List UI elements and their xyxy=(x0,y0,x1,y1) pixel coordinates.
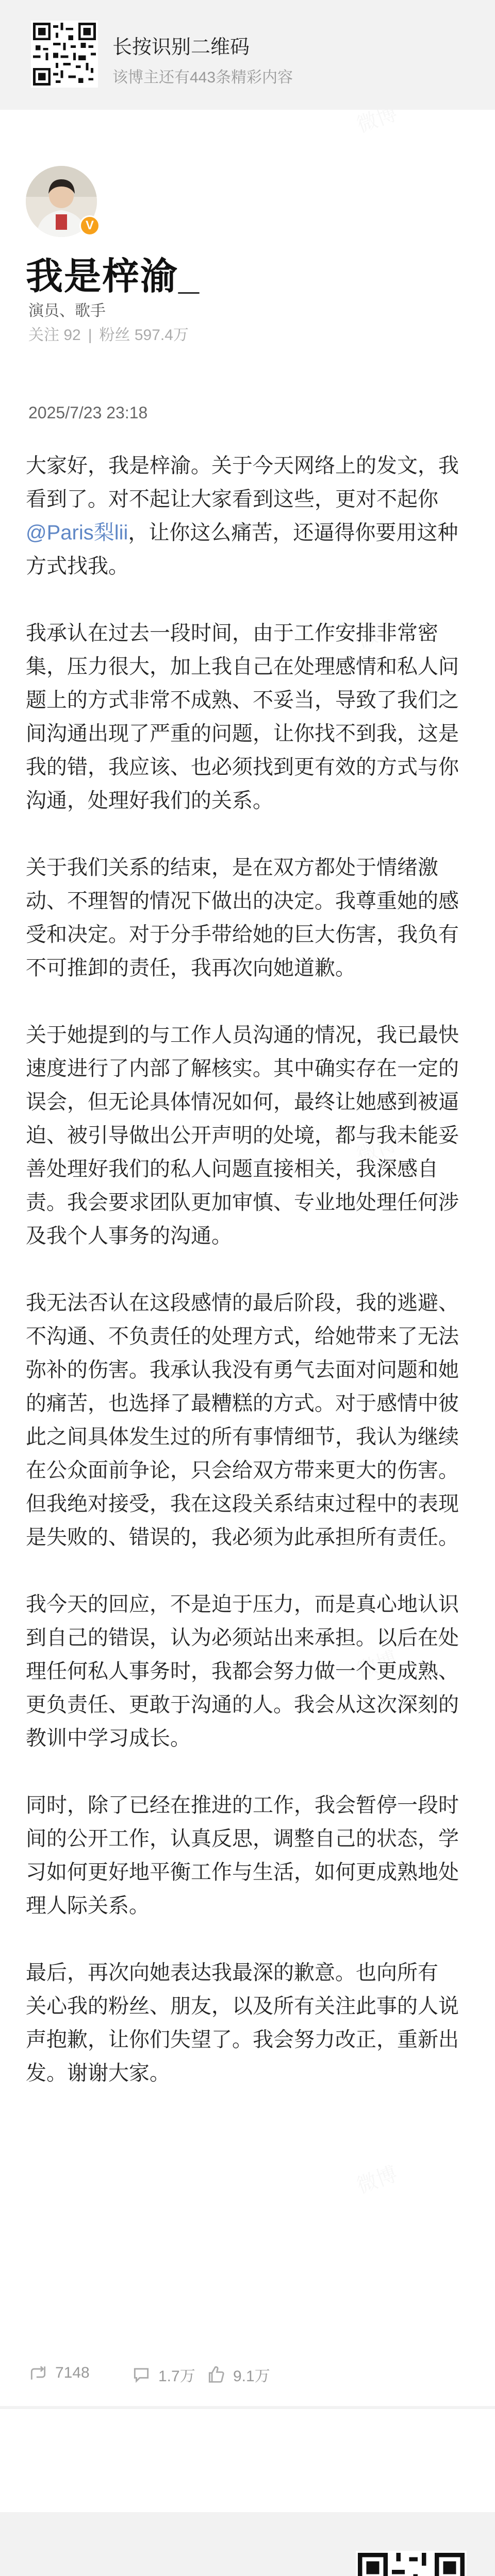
qr-banner-top[interactable] xyxy=(0,0,495,110)
mention-link[interactable]: @Paris梨lii xyxy=(26,521,128,544)
divider xyxy=(0,2406,495,2409)
repost-button[interactable] xyxy=(28,2363,90,2383)
paragraph-5: 我无法否认在这段感情的最后阶段，我的逃避、 不沟通、不负责任的处理方式，给她带来了无法 弥补的伤害。我承认我没有勇气去面对问题和她 的痛苦，也选择了最糟糕的方式。对于感情中彼 此之间具体发生过的所有事情细节，我认为继续 在公众面前争论，只会给双方带来更大的伤害。 但我绝对接受，我在这段关系结束过程中的表现 是失败的、错误的，我必须为此承担所有责任。 xyxy=(26,1292,459,1549)
like-icon xyxy=(206,2365,226,2384)
action-bar xyxy=(28,2363,472,2394)
like-count: 9.1万 xyxy=(233,2368,270,2385)
followers-count: 597.4万 xyxy=(134,327,189,344)
comment-icon xyxy=(131,2365,151,2384)
paragraph-1: 大家好，我是梓渝。关于今天网络上的发文，我 看到了。对不起让大家看到这些，更对不起你 @Paris梨lii，让你这么痛苦，还逼得你要用这种 方式找我。 xyxy=(26,454,459,578)
banner-title: 长按识别二维码 xyxy=(112,37,250,58)
profile-name[interactable]: 我是梓渝_ xyxy=(26,256,201,297)
profile-role: 演员、歌手 xyxy=(28,302,106,319)
qr-banner-bottom[interactable] xyxy=(0,2512,495,2576)
paragraph-4: 关于她提到的与工作人员沟通的情况，我已最快 速度进行了内部了解核实。其中确实存在一定的 误会，但无论具体情况如何，最终让她感到被逼 迫、被引导做出公开声明的处境，都与我未能妥 善处理好我们的私人问题直接相关，我深感自 责。我会要求团队更加审慎、专业地处理任何涉 及我个人事务的沟通。 xyxy=(26,1024,459,1247)
watermark xyxy=(352,2158,401,2199)
followers-label: 粉丝 xyxy=(99,327,130,344)
qr-code-icon[interactable] xyxy=(31,21,98,88)
paragraph-3: 关于我们关系的结束，是在双方都处于情绪激 动、不理智的情况下做出的决定。我尊重她的感 受和决定。对于分手带给她的巨大伤害，我负有 不可推卸的责任，我再次向她道歉。 xyxy=(26,856,459,979)
paragraph-6: 我今天的回应，不是迫于压力，而是真心地认识 到自己的错误，认为必须站出来承担。以后在处 理任何私人事务时，我都会努力做一个更成熟、 更负责任、更敢于沟通的人。我会从这次深刻的 教训中学习成长。 xyxy=(26,1593,459,1750)
paragraph-7: 同时，除了已经在推进的工作，我会暂停一段时 间的公开工作，认真反思，调整自己的状态，学 习如何更好地平衡工作与生活，如何更成熟地处 理人际关系。 xyxy=(26,1794,459,1917)
profile-stats: 关注 92 | 粉丝 597.4万 xyxy=(28,327,189,344)
post-body xyxy=(26,449,469,2124)
qr-code-icon[interactable] xyxy=(356,2551,467,2576)
like-button[interactable] xyxy=(206,2363,270,2386)
repost-icon xyxy=(28,2363,48,2383)
bottom-title xyxy=(28,2573,296,2576)
comment-count: 1.7万 xyxy=(158,2368,195,2385)
v-badge-icon: V xyxy=(79,215,100,236)
banner-subtitle: 该博主还有443条精彩内容 xyxy=(112,69,293,86)
following-label: 关注 xyxy=(28,327,59,344)
post-date: 2025/7/23 23:18 xyxy=(28,403,148,422)
repost-count: 7148 xyxy=(55,2364,90,2381)
paragraph-2: 我承认在过去一段时间，由于工作安排非常密 集，压力很大，加上我自己在处理感情和私人问 题上的方式非常不成熟、不妥当，导致了我们之 间沟通出现了严重的问题，让你找不到我，这是 我的错，我应该、也必须找到更有效的方式与你 沟通，处理好我们的关系。 xyxy=(26,622,459,812)
paragraph-8: 最后，再次向她表达我最深的歉意。也向所有 关心我的粉丝、朋友，以及所有关注此事的人说 声抱歉，让你们失望了。我会努力改正，重新出 发。谢谢大家。 xyxy=(26,1961,459,2084)
comment-button[interactable] xyxy=(131,2363,195,2386)
following-count: 92 xyxy=(63,327,81,344)
